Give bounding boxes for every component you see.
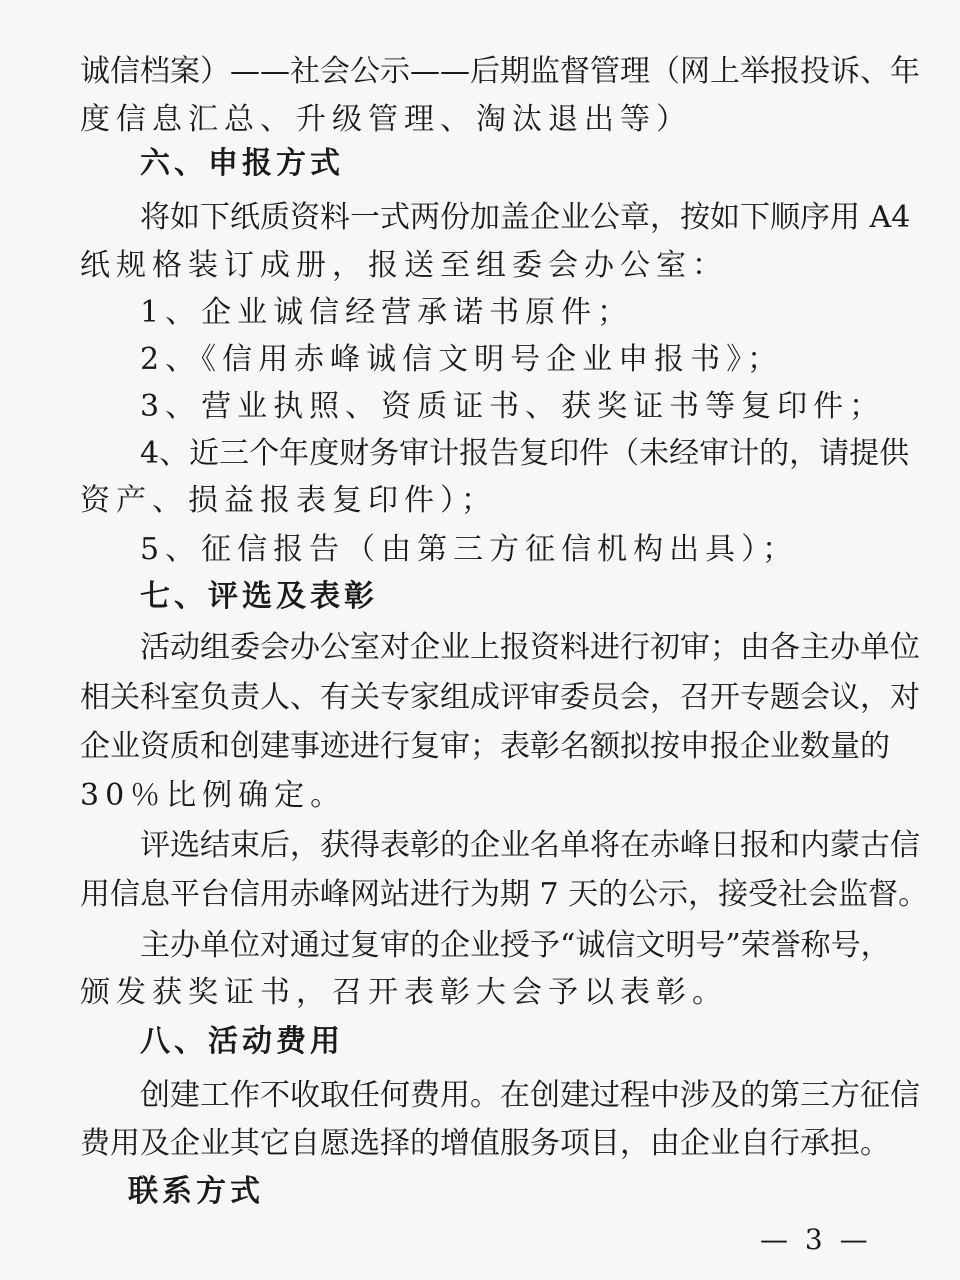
section6-item-4-line-1: 4、近三个年度财务审计报告复印件（未经审计的，请提供 <box>140 436 910 471</box>
section7-para2-line-1: 评选结束后，获得表彰的企业名单将在赤峰日报和内蒙古信 <box>140 828 920 863</box>
section8-heading: 八、活动费用 <box>140 1024 344 1059</box>
section7-para2-line-2: 用信息平台信用赤峰网站进行为期 7 天的公示，接受社会监督。 <box>80 877 929 912</box>
section5-tail-line-2: 度信息汇总、升级管理、淘汰退出等） <box>80 102 692 137</box>
section6-item-5: 5、征信报告（由第三方征信机构出具）； <box>140 532 799 567</box>
section7-para1-line-2: 相关科室负责人、有关专家组成评审委员会，召开专题会议，对 <box>80 680 920 715</box>
section6-item-2: 2、《信用赤峰诚信文明号企业申报书》； <box>140 342 784 377</box>
contact-heading: 联系方式 <box>128 1174 264 1209</box>
section6-intro-line-2: 纸规格装订成册，报送至组委会办公室： <box>80 248 728 283</box>
section7-para1-line-4: 30％比例确定。 <box>80 778 347 813</box>
section7-para1-line-3: 企业资质和创建事迹进行复审；表彰名额拟按申报企业数量的 <box>80 729 890 764</box>
section6-item-1: 1、企业诚信经营承诺书原件； <box>140 295 634 330</box>
section6-item-3: 3、营业执照、资质证书、获奖证书等复印件； <box>140 389 886 424</box>
section6-heading: 六、申报方式 <box>140 146 344 181</box>
section6-intro-line-1: 将如下纸质资料一式两份加盖企业公章，按如下顺序用 A4 <box>140 200 911 235</box>
section5-tail-line-1: 诚信档案）——社会公示——后期监督管理（网上举报投诉、年 <box>80 54 920 89</box>
section7-para3-line-2: 颁发获奖证书，召开表彰大会予以表彰。 <box>80 975 728 1010</box>
section6-item-4-line-2: 资产、损益报表复印件）； <box>80 483 497 518</box>
section8-para-line-1: 创建工作不收取任何费用。在创建过程中涉及的第三方征信 <box>140 1078 920 1113</box>
page-number: — 3 — <box>760 1223 872 1256</box>
section7-para1-line-1: 活动组委会办公室对企业上报资料进行初审；由各主办单位 <box>140 630 920 665</box>
section8-para-line-2: 费用及企业其它自愿选择的增值服务项目，由企业自行承担。 <box>80 1126 890 1161</box>
section7-heading: 七、评选及表彰 <box>140 579 378 614</box>
section7-para3-line-1: 主办单位对通过复审的企业授予“诚信文明号”荣誉称号， <box>140 928 891 963</box>
